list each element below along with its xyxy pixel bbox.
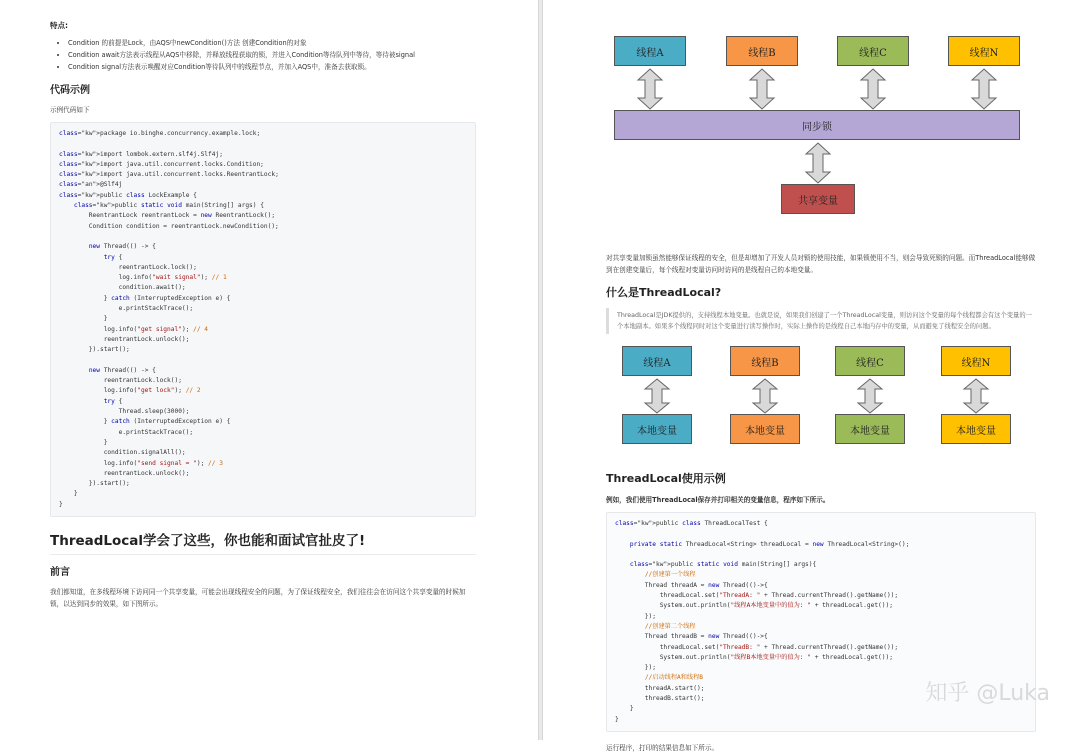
lock-paragraph: 对共享变量加锁虽然能够保证线程的安全，但是却增加了开发人员对锁的使用技能，如果锁使用不当，则会导致死锁的问题。而ThreadLocal能够做到在创建变量后，每个线程对变量访问时访问的是线程自己的本地变量。 — [606, 254, 1036, 274]
sync-lock-diagram — [606, 30, 1036, 252]
preface-text: 我们都知道，在多线程环境下访问同一个共享变量，可能会出现线程安全的问题，为了保证线程安全，我们往往会在访问这个共享变量的时候加锁，以达到同步的效果，如下图所示。 — [50, 587, 466, 608]
thread-box: 线程C — [837, 36, 909, 66]
double-arrow-icon — [643, 378, 671, 414]
double-arrow-icon — [962, 378, 990, 414]
left-page — [0, 0, 536, 740]
thread-box: 线程N — [941, 346, 1011, 376]
code-intro-text: 示例代码如下 — [50, 106, 90, 114]
features-label: 特点: — [50, 21, 68, 30]
threadlocal-diagram — [606, 344, 1036, 448]
right-page — [546, 0, 1080, 752]
local-variable-box: 本地变量 — [622, 414, 692, 444]
double-arrow-icon — [859, 68, 887, 110]
thread-box: 线程A — [614, 36, 686, 66]
features-list — [50, 37, 476, 73]
threadlocal-code-block[interactable]: class="kw">public class ThreadLocalTest { private static ThreadLocal<String> threadLocal = new ThreadLocal<String>(); class="kw">public static void main(String[] args){ //创建第一个线程 Thread threadA = new Thread(()->{ threadLocal.set("ThreadA: " + Thread.currentThread().getName()); System.out.println("线程A本地变量中的值为: " + threadLocal.get()); }); //创建第二个线程 Thread threadB = new Thread(()->{ threadLocal.set("ThreadB: " + Thread.currentThread().getName()); System.out.println("线程B本地变量中的值为: " + threadLocal.get()); }); //启动线程A和线程B threadA.start(); threadB.start(); } } — [606, 512, 1036, 732]
lock-example-code-block[interactable]: class="kw">package io.binghe.concurrency.example.lock; class="kw">import lombok.extern.slf4j.Slf4j; class="kw">import java.util.concurrent.locks.Condition; class="kw">import java.util.concurrent.locks.ReentrantLock; class="an">@Slf4j class="kw">public class LockExample { class="kw">public static void main(String[] args) { ReentrantLock reentrantLock = new ReentrantLock(); Condition condition = reentrantLock.newCondition(); new Thread(() -> { try { reentrantLock.lock(); log.info("wait signal"); // 1 condition.await(); } catch (InterruptedException e) { e.printStackTrace(); } log.info("get signal"); // 4 reentrantLock.unlock(); }).start(); new Thread(() -> { reentrantLock.lock(); log.info("get lock"); // 2 try { Thread.sleep(3000); } catch (InterruptedException e) { e.printStackTrace(); } condition.signalAll(); log.info("send signal = "); // 3 reentrantLock.unlock(); }).start(); } } — [50, 122, 476, 517]
threadlocal-blockquote: ThreadLocal是JDK提供的，支持线程本地变量。也就是说，如果我们创建了一个ThreadLocal变量，则访问这个变量的每个线程都会有这个变量的一个本地副本。如果多个线程同时对这个变量进行读写操作时，实际上操作的是线程自己本地内存中的变量，从而避免了线程安全的问题。 — [606, 308, 1036, 334]
list-item: • Condition 的前提是Lock，由AQS中newCondition()方法 创建Condition的对象 — [68, 37, 476, 49]
local-variable-box: 本地变量 — [835, 414, 905, 444]
double-arrow-icon — [751, 378, 779, 414]
shared-variable-box: 共享变量 — [781, 184, 855, 214]
zhihu-watermark: 知乎 @Luka — [925, 681, 1050, 706]
local-variable-box: 本地变量 — [730, 414, 800, 444]
double-arrow-icon — [856, 378, 884, 414]
thread-box: 线程N — [948, 36, 1020, 66]
double-arrow-icon — [804, 142, 832, 184]
run-result-text: 运行程序，打印的结果信息如下所示。 — [606, 743, 719, 752]
double-arrow-icon — [636, 68, 664, 110]
list-item: • Condition signal方法表示唤醒对应Condition等待队列中的线程节点，并加入AQS中，准备去获取锁。 — [68, 61, 476, 73]
page-divider — [538, 0, 543, 740]
usage-intro-text: 例如，我们使用ThreadLocal保存并打印相关的变量信息，程序如下所示。 — [606, 496, 830, 504]
local-variable-box: 本地变量 — [941, 414, 1011, 444]
what-is-threadlocal-heading: 什么是ThreadLocal? — [606, 286, 722, 299]
article-title: ThreadLocal学会了这些，你也能和面试官扯皮了! — [50, 529, 476, 555]
usage-heading: ThreadLocal使用示例 — [606, 472, 726, 485]
preface-heading: 前言 — [50, 566, 70, 578]
thread-box: 线程A — [622, 346, 692, 376]
thread-box: 线程C — [835, 346, 905, 376]
thread-box: 线程B — [730, 346, 800, 376]
sync-lock-box: 同步锁 — [614, 110, 1020, 140]
thread-box: 线程B — [726, 36, 798, 66]
code-example-heading: 代码示例 — [50, 85, 90, 96]
list-item: • Condition await方法表示线程从AQS中移除，并释放线程获取的锁，并进入Condition等待队列中等待，等待被signal — [68, 49, 476, 61]
double-arrow-icon — [970, 68, 998, 110]
double-arrow-icon — [748, 68, 776, 110]
